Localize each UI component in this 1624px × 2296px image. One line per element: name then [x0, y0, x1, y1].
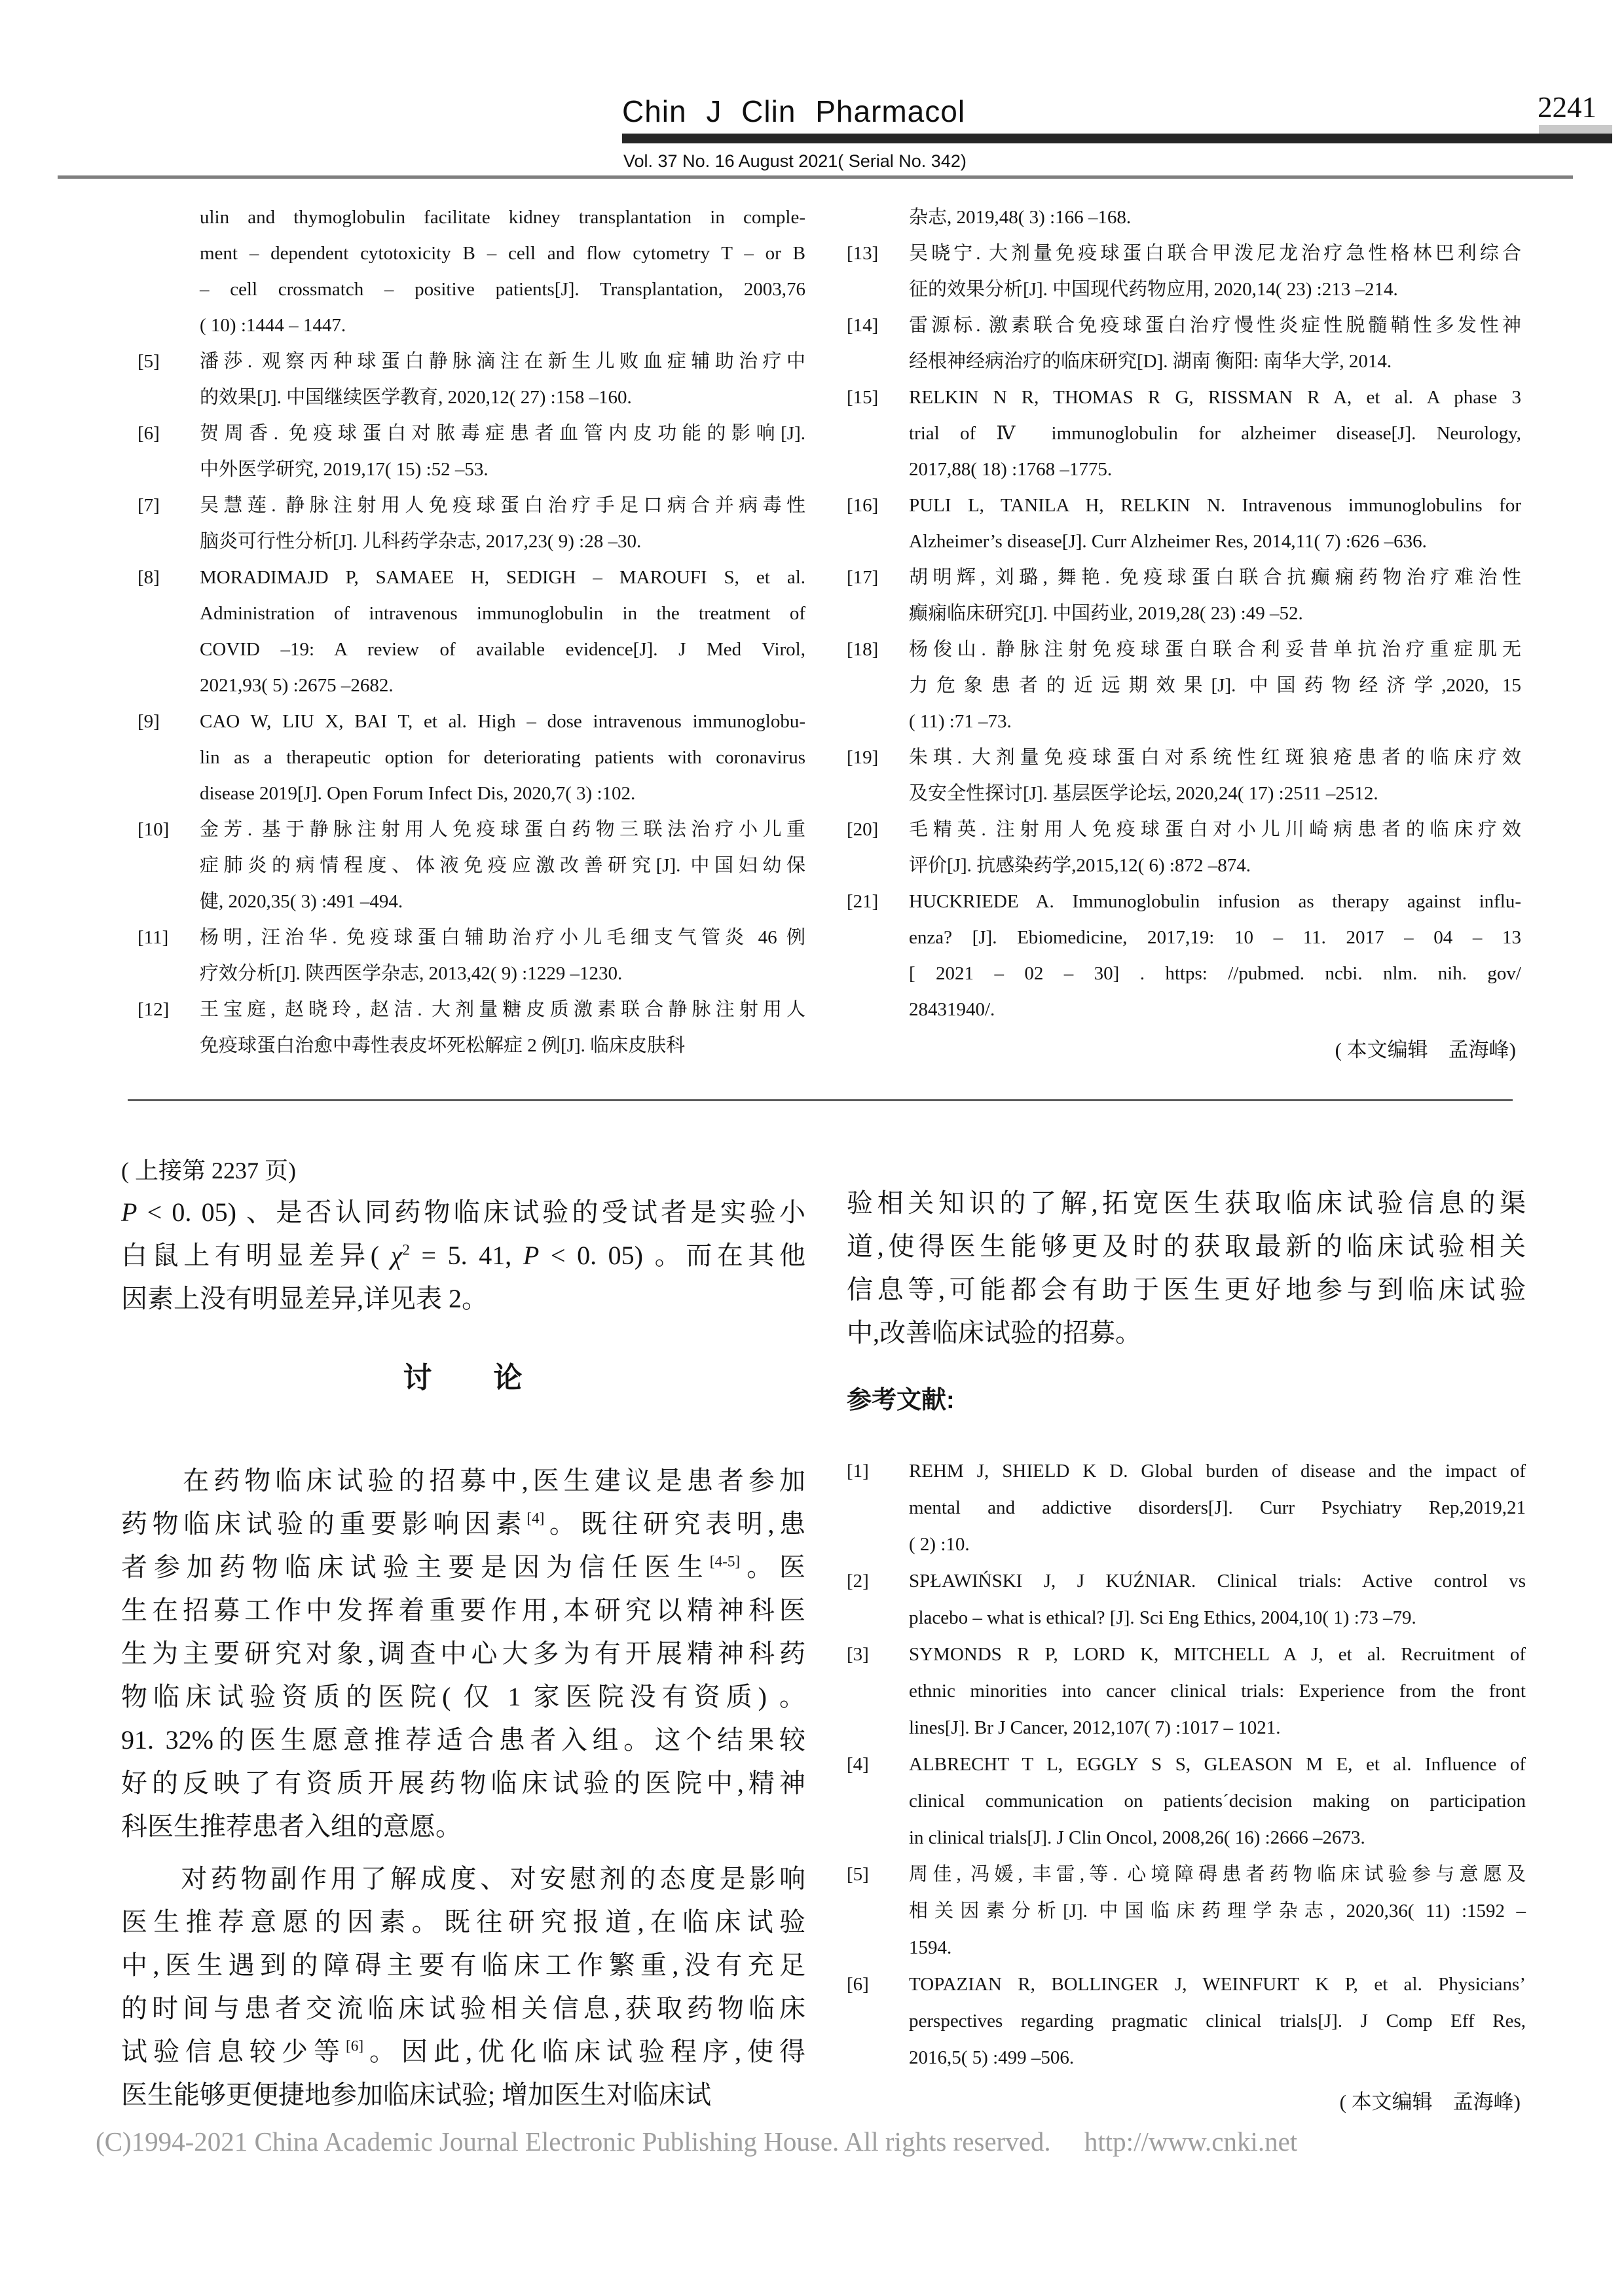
text-line: 金芳. 基于静脉注射用人免疫球蛋白药物三联法治疗小儿重 [200, 819, 805, 840]
reference-number: [8] [138, 567, 160, 588]
text-line: TOPAZIAN R, BOLLINGER J, WEINFURT K P, et al. Physicians’ [909, 1974, 1526, 1995]
reference-text [200, 704, 805, 812]
text-line: P < 0. 05) 、是否认同药物临床试验的受试者是实验小 [121, 1197, 805, 1227]
text-line: 贺周香. 免疫球蛋白对脓毒症患者血管内皮功能的影响[J]. [200, 423, 805, 444]
reference-item [847, 1966, 1526, 2076]
text-line: 中外医学研究, 2019,17( 15) :52 –53. [200, 459, 489, 480]
reference-text [200, 416, 805, 488]
reference-number: [6] [847, 1974, 869, 1995]
text-line: 经根神经病治疗的临床研究[D]. 湖南 衡阳: 南华大学, 2014. [909, 351, 1392, 372]
text-line: 相关因素分析[J]. 中国临床药理学杂志, 2020,36( 11) :1592 – [909, 1901, 1526, 1922]
continued-from-note: ( 上接第 2237 页) [121, 1157, 296, 1184]
page-number: 2241 [1538, 91, 1596, 124]
text-line: 1594. [909, 1937, 952, 1958]
reference-item [847, 236, 1521, 308]
reference-number: [2] [847, 1571, 869, 1592]
text-line: 评价[J]. 抗感染药学,2015,12( 6) :872 –874. [909, 855, 1251, 876]
text-line: 道,使得医生能够更及时的获取最新的临床试验相关 [847, 1231, 1526, 1261]
reference-item [138, 992, 805, 1064]
text-line: 28431940/. [909, 999, 995, 1020]
reference-number: [5] [138, 351, 160, 372]
text-line: lin as a therapeutic option for deteriorating patients with coronavirus [200, 747, 805, 768]
text-line: [ 2021 – 02 – 30] . https: //pubmed. ncbi. nlm. nih. gov/ [909, 963, 1521, 984]
text-line: SPŁAWIŃSKI J, J KUŹNIAR. Clinical trials: Active control vs [909, 1571, 1526, 1592]
reference-text [200, 200, 805, 344]
text-line: 症肺炎的病情程度、体液免疫应激改善研究[J]. 中国妇幼保 [200, 855, 805, 876]
reference-item [847, 380, 1521, 488]
discussion-heading: 讨 论 [403, 1362, 524, 1394]
header-bar [622, 134, 1612, 143]
text-line: ment – dependent cytotoxicity B – cell and flow cytometry T – or B [200, 243, 805, 264]
reference-text [909, 884, 1521, 1028]
text-line: 王宝庭, 赵晓玲, 赵洁. 大剂量糖皮质激素联合静脉注射用人 [200, 999, 805, 1020]
text-line: ( 2) :10. [909, 1534, 970, 1555]
paragraph-discussion-3 [847, 1182, 1526, 1355]
reference-item [847, 308, 1521, 380]
header-gray-patch [1539, 125, 1612, 134]
reference-list-upper-left [138, 200, 805, 1064]
text-line: 白鼠上有明显差异( $\chi^2 = 5$. 41, P < 0. 05) 。而在其他 [121, 1241, 805, 1270]
text-line: 胡明辉, 刘璐, 舞艳. 免疫球蛋白联合抗癫痫药物治疗难治性 [909, 567, 1521, 588]
text-line: 脑炎可行性分析[J]. 儿科药学杂志, 2017,23( 9) :28 –30. [200, 531, 642, 552]
text-line: 医生能够更便捷地参加临床试验; 增加医生对临床试 [121, 2080, 712, 2109]
reference-item [138, 200, 805, 344]
text-line: 信息等,可能都会有助于医生更好地参与到临床试验 [847, 1275, 1526, 1304]
reference-number: [3] [847, 1644, 869, 1665]
reference-item [847, 1453, 1526, 1563]
reference-text [909, 380, 1521, 488]
text-line: 征的效果分析[J]. 中国现代药物应用, 2020,14( 23) :213 –214. [909, 279, 1398, 300]
references-heading: 参考文献: [847, 1387, 955, 1414]
reference-number: [11] [138, 927, 169, 948]
text-line: ethnic minorities into cancer clinical trials: Experience from the front [909, 1681, 1526, 1702]
text-line: 杂志, 2019,48( 3) :166 –168. [909, 207, 1132, 228]
text-line: in clinical trials[J]. J Clin Oncol, 2008,26( 16) :2666 –2673. [909, 1827, 1365, 1848]
reference-number: [9] [138, 711, 160, 732]
reference-number: [20] [847, 819, 879, 840]
header-rule [58, 175, 1573, 179]
journal-title: Chin J Clin Pharmacol [622, 94, 966, 128]
text-line: 杨俊山. 静脉注射免疫球蛋白联合利妥昔单抗治疗重症肌无 [909, 639, 1521, 660]
text-line: 力危象患者的近远期效果[J]. 中国药物经济学,2020, 15 [909, 675, 1521, 696]
text-line: 药物临床试验的重要影响因素[4]。既往研究表明,患 [121, 1509, 806, 1539]
text-line: placebo – what is ethical? [J]. Sci Eng Ethics, 2004,10( 1) :73 –79. [909, 1607, 1416, 1628]
reference-item [847, 200, 1521, 236]
reference-text [909, 740, 1521, 812]
text-line: 医生推荐意愿的因素。既往研究报道,在临床试验 [121, 1907, 805, 1937]
reference-text [909, 1966, 1526, 2076]
reference-number: [7] [138, 495, 160, 516]
reference-text [909, 1453, 1526, 1563]
text-line: 科医生推荐患者入组的意愿。 [121, 1812, 462, 1841]
reference-number: [5] [847, 1864, 869, 1885]
reference-number: [12] [138, 999, 170, 1020]
text-line: Administration of intravenous immunoglobulin in the treatment of [200, 603, 805, 624]
text-line: 91. 32%的医生愿意推荐适合患者入组。这个结果较 [121, 1725, 805, 1755]
reference-item [138, 560, 805, 704]
reference-text [909, 812, 1521, 884]
text-line: clinical communication on patients´decision making on participation [909, 1791, 1526, 1812]
reference-text [200, 560, 805, 704]
text-line: 潘莎. 观察丙种球蛋白静脉滴注在新生儿败血症辅助治疗中 [200, 351, 805, 372]
text-line: CAO W, LIU X, BAI T, et al. High – dose intravenous immunoglobu- [200, 711, 805, 732]
reference-text [909, 1746, 1526, 1856]
text-line: 2016,5( 5) :499 –506. [909, 2047, 1075, 2068]
reference-list-upper-right [847, 200, 1521, 1028]
text-line: Alzheimer’s disease[J]. Curr Alzheimer Res, 2014,11( 7) :626 –636. [909, 531, 1427, 552]
text-line: 2021,93( 5) :2675 –2682. [200, 675, 394, 696]
reference-text [200, 920, 805, 992]
text-line: 及安全性探讨[J]. 基层医学论坛, 2020,24( 17) :2511 –2512. [909, 783, 1378, 804]
text-line: 周佳, 冯媛, 丰雷,等. 心境障碍患者药物临床试验参与意愿及 [909, 1864, 1526, 1885]
reference-item [138, 416, 805, 488]
reference-text [909, 632, 1521, 740]
text-line: perspectives regarding pragmatic clinical trials[J]. J Comp Eff Res, [909, 2011, 1526, 2032]
text-line: 中,医生遇到的障碍主要有临床工作繁重,没有充足 [121, 1950, 805, 1980]
text-line: 吴晓宁. 大剂量免疫球蛋白联合甲泼尼龙治疗急性格林巴利综合 [909, 243, 1521, 264]
reference-item [847, 812, 1521, 884]
issue-line: Vol. 37 No. 16 August 2021( Serial No. 342) [623, 151, 967, 171]
text-line: enza? [J]. Ebiomedicine, 2017,19: 10 – 11. 2017 – 04 – 13 [909, 927, 1521, 948]
text-line: mental and addictive disorders[J]. Curr Psychiatry Rep,2019,21 [909, 1497, 1526, 1518]
text-line: 疗效分析[J]. 陕西医学杂志, 2013,42( 9) :1229 –1230. [200, 963, 623, 984]
text-line: ALBRECHT T L, EGGLY S S, GLEASON M E, et al. Influence of [909, 1754, 1526, 1775]
reference-text [200, 812, 805, 920]
reference-number: [1] [847, 1461, 869, 1482]
reference-text [909, 236, 1521, 308]
text-line: 对药物副作用了解成度、对安慰剂的态度是影响 [121, 1864, 805, 1893]
reference-text [200, 344, 805, 416]
text-line: MORADIMAJD P, SAMAEE H, SEDIGH – MAROUFI S, et al. [200, 567, 805, 588]
text-line: 因素上没有明显差异,详见表 2。 [121, 1284, 488, 1313]
lower-left-column [121, 1150, 805, 2117]
reference-text [909, 560, 1521, 632]
copyright-footer: (C)1994-2021 China Academic Journal Electronic Publishing House. All rights reserved. http://www.cnki.net [96, 2126, 1298, 2157]
text-line: 生为主要研究对象,调查中心大多为有开展精神科药 [121, 1639, 805, 1668]
paragraph-results [121, 1191, 805, 1321]
editor-note: ( 本文编辑 孟海峰) [1335, 1038, 1516, 1061]
text-line: 吴慧莲. 静脉注射用人免疫球蛋白治疗手足口病合并病毒性 [200, 495, 805, 516]
reference-item [847, 740, 1521, 812]
reference-number: [17] [847, 567, 879, 588]
reference-text [909, 1636, 1526, 1746]
paragraph-discussion-1 [121, 1459, 805, 1848]
text-line: 好的反映了有资质开展药物临床试验的医院中,精神 [121, 1768, 805, 1798]
upper-right-column [847, 200, 1521, 1068]
text-line: 验相关知识的了解,拓宽医生获取临床试验信息的渠 [847, 1188, 1526, 1218]
reference-number: [16] [847, 495, 879, 516]
reference-text [200, 992, 805, 1064]
editor-note: ( 本文编辑 孟海峰) [1339, 2090, 1521, 2113]
text-line: ( 11) :71 –73. [909, 711, 1012, 732]
reference-item [138, 920, 805, 992]
reference-text [909, 1856, 1526, 1966]
text-line: 试验信息较少等[6]。因此,优化临床试验程序,使得 [121, 2037, 806, 2066]
reference-text [200, 488, 805, 560]
reference-number: [21] [847, 891, 879, 912]
reference-item [847, 488, 1521, 560]
reference-text [909, 1563, 1526, 1636]
reference-item [138, 704, 805, 812]
text-line: ( 10) :1444 – 1447. [200, 315, 346, 336]
text-line: 在药物临床试验的招募中,医生建议是患者参加 [121, 1466, 805, 1495]
reference-item [847, 1746, 1526, 1856]
reference-list-lower [847, 1453, 1526, 2076]
text-line: COVID –19: A review of available evidence[J]. J Med Virol, [200, 639, 805, 660]
text-line: trial of Ⅳ immunoglobulin for alzheimer disease[J]. Neurology, [909, 423, 1521, 444]
reference-item [847, 632, 1521, 740]
text-line: – cell crossmatch – positive patients[J]. Transplantation, 2003,76 [200, 279, 805, 300]
text-line: 健, 2020,35( 3) :491 –494. [200, 891, 403, 912]
text-line: 2017,88( 18) :1768 –1775. [909, 459, 1113, 480]
paragraph-discussion-2 [121, 1857, 805, 2117]
text-line: 毛精英. 注射用人免疫球蛋白对小儿川崎病患者的临床疗效 [909, 819, 1521, 840]
reference-number: [15] [847, 387, 879, 408]
text-line: 者参加药物临床试验主要是因为信任医生[4-5]。医 [121, 1552, 806, 1582]
text-line: HUCKRIEDE A. Immunoglobulin infusion as therapy against influ- [909, 891, 1521, 912]
reference-item [847, 1636, 1526, 1746]
reference-number: [18] [847, 639, 879, 660]
text-line: 生在招募工作中发挥着重要作用,本研究以精神科医 [121, 1595, 805, 1625]
reference-item [847, 1856, 1526, 1966]
text-line: lines[J]. Br J Cancer, 2012,107( 7) :1017 – 1021. [909, 1717, 1281, 1738]
reference-number: [14] [847, 315, 879, 336]
reference-item [847, 1563, 1526, 1636]
reference-item [847, 560, 1521, 632]
reference-number: [6] [138, 423, 160, 444]
reference-text [909, 488, 1521, 560]
text-line: SYMONDS R P, LORD K, MITCHELL A J, et al. Recruitment of [909, 1644, 1526, 1665]
text-line: 的效果[J]. 中国继续医学教育, 2020,12( 27) :158 –160. [200, 387, 632, 408]
text-line: 免疫球蛋白治愈中毒性表皮坏死松解症 2 例[J]. 临床皮肤科 [200, 1035, 686, 1056]
text-line: 朱琪. 大剂量免疫球蛋白对系统性红斑狼疮患者的临床疗效 [909, 747, 1521, 768]
text-line: ulin and thymoglobulin facilitate kidney transplantation in comple- [200, 207, 805, 228]
reference-number: [10] [138, 819, 170, 840]
reference-text [909, 200, 1521, 236]
text-line: REHM J, SHIELD K D. Global burden of disease and the impact of [909, 1461, 1526, 1482]
section-separator [128, 1099, 1513, 1101]
text-line: 杨明, 汪治华. 免疫球蛋白辅助治疗小儿毛细支气管炎 46 例 [200, 927, 805, 948]
reference-number: [4] [847, 1754, 869, 1775]
reference-text [909, 308, 1521, 380]
reference-number: [13] [847, 243, 879, 264]
reference-item [138, 488, 805, 560]
text-line: 癫痫临床研究[J]. 中国药业, 2019,28( 23) :49 –52. [909, 603, 1303, 624]
reference-item [138, 344, 805, 416]
text-line: 的时间与患者交流临床试验相关信息,获取药物临床 [121, 1994, 805, 2023]
text-line: PULI L, TANILA H, RELKIN N. Intravenous immunoglobulins for [909, 495, 1521, 516]
text-line: disease 2019[J]. Open Forum Infect Dis, 2020,7( 3) :102. [200, 783, 636, 804]
reference-item [847, 884, 1521, 1028]
text-line: 雷源标. 激素联合免疫球蛋白治疗慢性炎症性脱髓鞘性多发性神 [909, 315, 1521, 336]
text-line: RELKIN N R, THOMAS R G, RISSMAN R A, et al. A phase 3 [909, 387, 1521, 408]
reference-item [138, 812, 805, 920]
text-line: 物临床试验资质的医院( 仅 1 家医院没有资质) 。 [121, 1682, 805, 1711]
lower-right-column [847, 1182, 1526, 2121]
reference-number: [19] [847, 747, 879, 768]
text-line: 中,改善临床试验的招募。 [847, 1318, 1141, 1347]
